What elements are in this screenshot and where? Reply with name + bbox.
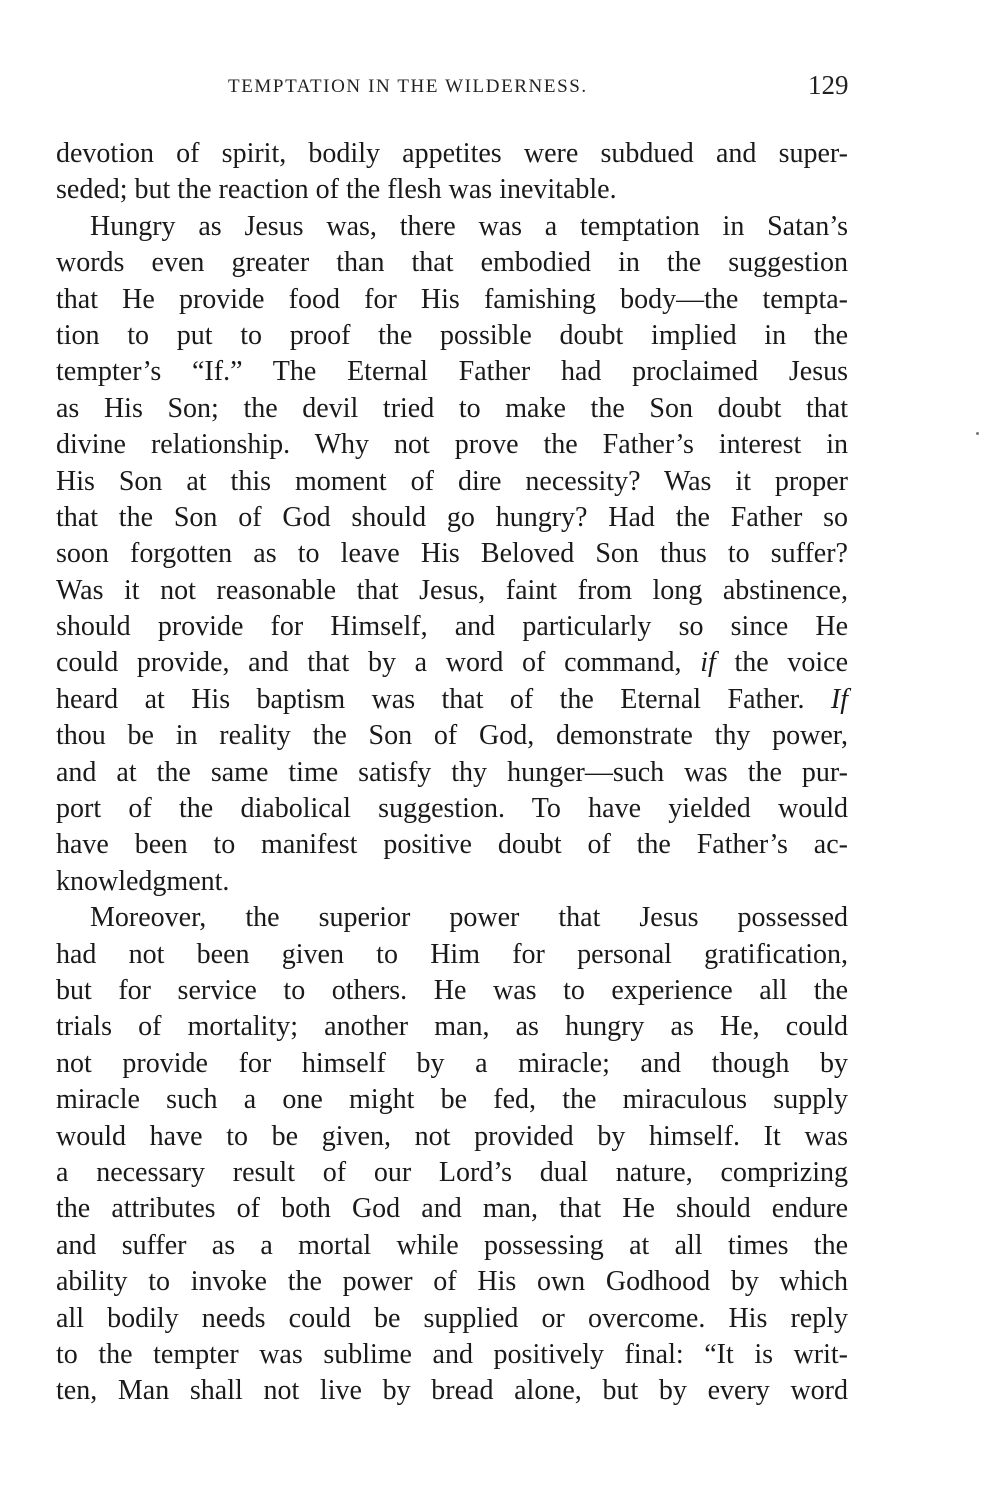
- text-line: that He provide food for His famishing body—the tempta-: [56, 283, 848, 315]
- text-line-with-italic: [56, 645, 848, 681]
- text-line: that the Son of God should go hungry? Had the Father so: [56, 501, 848, 533]
- text-line: a necessary result of our Lord’s dual nature, comprizing: [56, 1156, 848, 1188]
- text-line: and suffer as a mortal while possessing at all times the: [56, 1229, 848, 1261]
- text-line: Was it not reasonable that Jesus, faint from long abstinence,: [56, 574, 848, 606]
- body-text: [56, 136, 848, 1410]
- text-line: knowledgment.: [56, 865, 230, 897]
- text-line: miracle such a one might be fed, the miraculous supply: [56, 1084, 848, 1116]
- text-line: would have to be given, not provided by himself. It was: [56, 1120, 848, 1152]
- print-speck: [976, 432, 979, 435]
- text-line: ten, Man shall not live by bread alone, but by every word: [56, 1375, 848, 1407]
- running-head-title: TEMPTATION IN THE WILDERNESS.: [228, 76, 588, 97]
- text-line: to the tempter was sublime and positively final: “It is writ-: [56, 1338, 848, 1370]
- text-line-with-italic: [56, 682, 848, 718]
- text-line: had not been given to Him for personal gratification,: [56, 938, 848, 970]
- text-line: all bodily needs could be supplied or overcome. His reply: [56, 1302, 848, 1334]
- text-segment: the voice: [734, 647, 848, 679]
- text-line: tion to put to proof the possible doubt implied in the: [56, 319, 848, 351]
- text-line: the attributes of both God and man, that He should endure: [56, 1193, 848, 1225]
- paragraph-start-line: Moreover, the superior power that Jesus possessed: [90, 902, 848, 934]
- italic-word: if: [700, 647, 716, 679]
- text-line: have been to manifest positive doubt of the Father’s ac-: [56, 829, 848, 861]
- text-line: not provide for himself by a miracle; and though by: [56, 1047, 848, 1079]
- text-line: ability to invoke the power of His own Godhood by which: [56, 1266, 848, 1298]
- text-line: His Son at this moment of dire necessity? Was it proper: [56, 465, 848, 497]
- text-line: trials of mortality; another man, as hungry as He, could: [56, 1011, 848, 1043]
- text-line: tempter’s “If.” The Eternal Father had proclaimed Jesus: [56, 356, 848, 388]
- italic-word: If: [830, 683, 848, 715]
- text-line: devotion of spirit, bodily appetites were subdued and super-: [56, 138, 848, 169]
- paragraph-start-line: Hungry as Jesus was, there was a temptation in Satan’s: [90, 210, 848, 242]
- text-line: thou be in reality the Son of God, demonstrate thy power,: [56, 720, 848, 752]
- page-number: 129: [808, 70, 849, 100]
- text-line: soon forgotten as to leave His Beloved Son thus to suffer?: [56, 538, 848, 570]
- text-line: and at the same time satisfy thy hunger—such was the pur-: [56, 756, 848, 788]
- text-line: words even greater than that embodied in the suggestion: [56, 247, 848, 279]
- text-line: port of the diabolical suggestion. To have yielded would: [56, 793, 848, 825]
- text-line: as His Son; the devil tried to make the Son doubt that: [56, 392, 848, 424]
- text-segment: could provide, and that by a word of command,: [56, 647, 682, 679]
- text-line: but for service to others. He was to experience all the: [56, 974, 848, 1006]
- text-line: divine relationship. Why not prove the Father’s interest in: [56, 429, 848, 461]
- text-segment: heard at His baptism was that of the Eternal Father.: [56, 683, 805, 715]
- text-line: seded; but the reaction of the flesh was inevitable.: [56, 174, 617, 206]
- text-line: should provide for Himself, and particularly so since He: [56, 611, 848, 643]
